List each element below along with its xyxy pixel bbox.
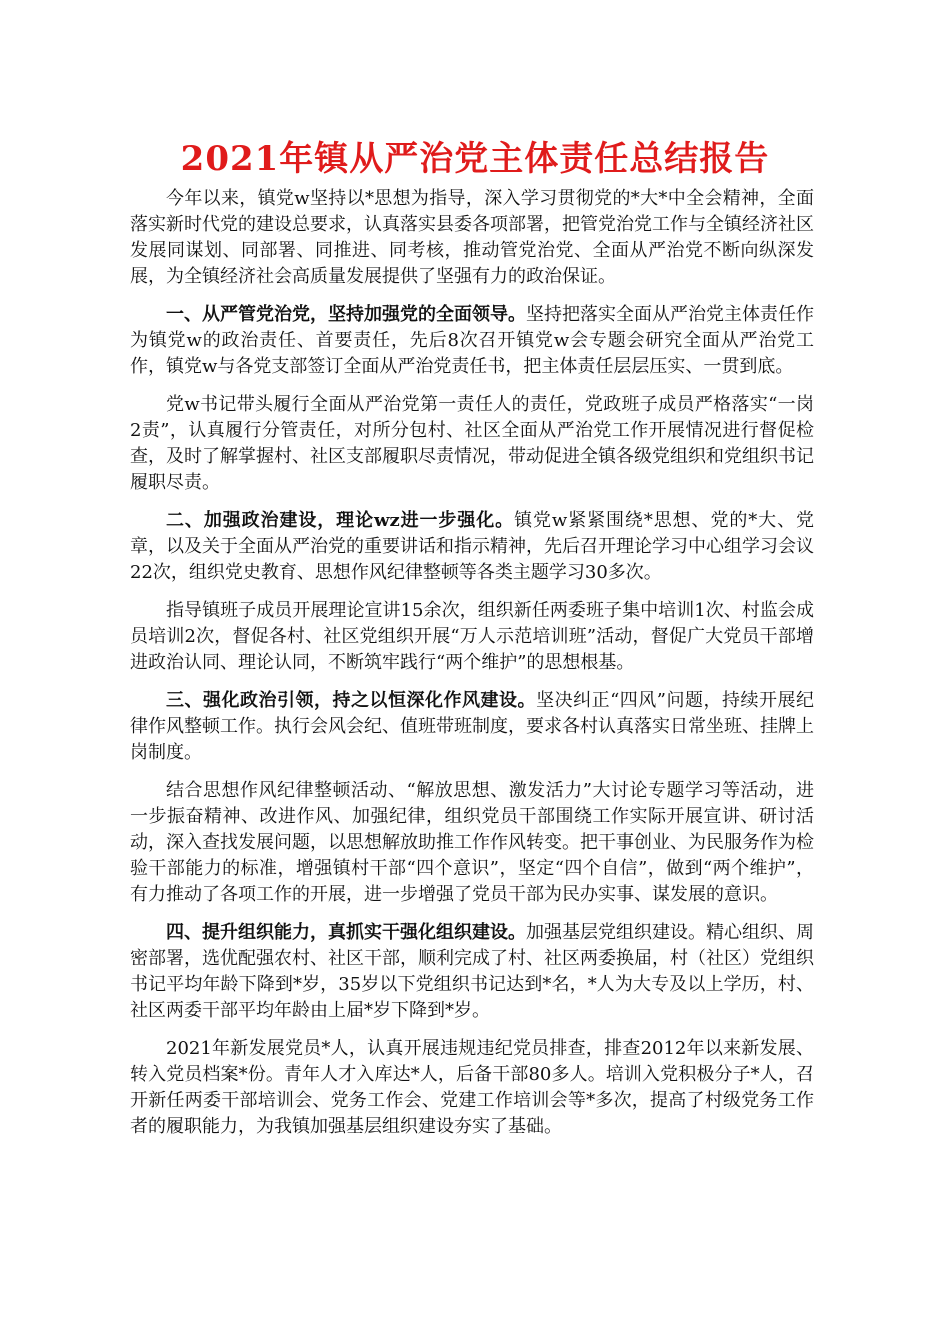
paragraph bbox=[130, 508, 814, 586]
paragraph bbox=[130, 920, 814, 1024]
paragraph-text: 加强基层党组织建设。精心组织、周密部署，选优配强农村、社区干部，顺利完成了村、社区两委换届，村（社区）党组织书记平均年龄下降到*岁，35岁以下党组织书记达到*名，*人为大专及以上学历，村、社区两委干部平均年龄由上届*岁下降到*岁。 bbox=[130, 922, 814, 1021]
paragraph-text: 镇党w紧紧围绕*思想、党的*大、党章，以及关于全面从严治党的重要讲话和指示精神，先后召开理论学习中心组学习会议22次，组织党史教育、思想作风纪律整顿等各类主题学习30多次。 bbox=[130, 510, 814, 583]
paragraph bbox=[130, 688, 814, 766]
paragraph-heading: 二、加强政治建设，理论wz进一步强化。 bbox=[166, 510, 515, 531]
paragraph-text: 2021年新发展党员*人，认真开展违规违纪党员排查，排查2012年以来新发展、转入党员档案*份。青年人才入库达*人，后备干部80多人。培训入党积极分子*人，召开新任两委干部培训会、党务工作会、党建工作培训会等*多次，提高了村级党务工作者的履职能力，为我镇加强基层组织建设夯实了基础。 bbox=[130, 1038, 814, 1137]
paragraph-text: 指导镇班子成员开展理论宣讲15余次，组织新任两委班子集中培训1次、村监会成员培训2次，督促各村、社区党组织开展“万人示范培训班”活动，督促广大党员干部增进政治认同、理论认同，不断筑牢践行“两个维护”的思想根基。 bbox=[130, 600, 814, 673]
paragraph-heading: 一、从严管党治党，坚持加强党的全面领导。 bbox=[166, 304, 526, 325]
paragraph-text: 结合思想作风纪律整顿活动、“解放思想、激发活力”大讨论专题学习等活动，进一步振奋精神、改进作风、加强纪律，组织党员干部围绕工作实际开展宣讲、研讨活动，深入查找发展问题，以思想解放助推工作作风转变。把干事创业、为民服务作为检验干部能力的标准，增强镇村干部“四个意识”，坚定“四个自信”，做到“两个维护”，有力推动了各项工作的开展，进一步增强了党员干部为民办实事、谋发展的意识。 bbox=[130, 780, 814, 905]
document-title: 2021年镇从严治党主体责任总结报告 bbox=[180, 139, 770, 179]
paragraph-heading: 三、强化政治引领，持之以恒深化作风建设。 bbox=[166, 690, 537, 711]
paragraph bbox=[130, 392, 814, 496]
paragraph bbox=[130, 598, 814, 676]
document-body bbox=[130, 186, 814, 1152]
paragraph bbox=[130, 302, 814, 380]
paragraph bbox=[130, 1036, 814, 1140]
paragraph bbox=[130, 186, 814, 290]
paragraph bbox=[130, 778, 814, 908]
paragraph-text: 党w书记带头履行全面从严治党第一责任人的责任，党政班子成员严格落实“一岗2责”，认真履行分管责任，对所分包村、社区全面从严治党工作开展情况进行督促检查，及时了解掌握村、社区支部履职尽责情况，带动促进全镇各级党组织和党组织书记履职尽责。 bbox=[130, 394, 814, 493]
paragraph-text: 今年以来，镇党w坚持以*思想为指导，深入学习贯彻党的*大*中全会精神，全面落实新时代党的建设总要求，认真落实县委各项部署，把管党治党工作与全镇经济社区发展同谋划、同部署、同推进、同考核，推动管党治党、全面从严治党不断向纵深发展，为全镇经济社会高质量发展提供了坚强有力的政治保证。 bbox=[130, 188, 814, 287]
paragraph-text: 坚决纠正“四风”问题，持续开展纪律作风整顿工作。执行会风会纪、值班带班制度，要求各村认真落实日常坐班、挂牌上岗制度。 bbox=[130, 690, 815, 763]
paragraph-heading: 四、提升组织能力，真抓实干强化组织建设。 bbox=[166, 922, 526, 943]
paragraph-text: 坚持把落实全面从严治党主体责任作为镇党w的政治责任、首要责任，先后8次召开镇党w会专题会研究全面从严治党工作，镇党w与各党支部签订全面从严治党责任书，把主体责任层层压实、一贯到底。 bbox=[130, 304, 814, 377]
